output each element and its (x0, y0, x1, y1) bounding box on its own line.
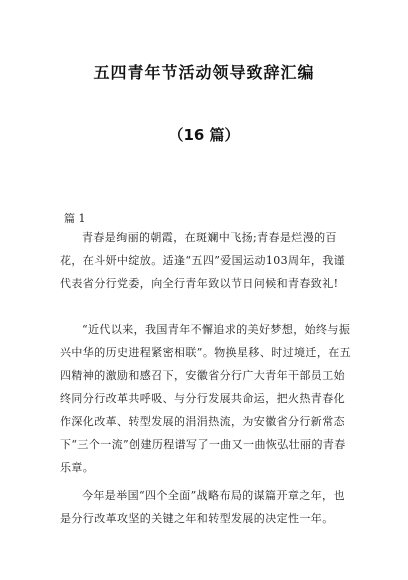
document-subtitle: （16 篇） (168, 126, 240, 144)
section-label: 篇 1 (64, 212, 86, 225)
paragraph-2: “近代以来，我国青年不懈追求的美好梦想，始终与振兴中华的历史进程紧密相联”。物换星移、时过境迁，在五四精神的激励和感召下，安徽省分行广大青年干部员工始终同分行改革共呼吸、与分行发展共命运，把火热青春化作深化改革、转型发展的涓涓热流，为安徽省分行新常态下“三个一流”创建历程谱写了一曲又一曲恢弘壮丽的青春乐章。 (60, 323, 352, 474)
document-title: 五四青年节活动领导致辞汇编 (93, 63, 315, 82)
paragraph-1: 青春是绚丽的朝霞，在斑斓中飞扬;青春是烂漫的百花，在斗妍中绽放。适逢“五四”爱国运动103周年，我谨代表省分行党委，向全行青年致以节日问候和青春致礼! (60, 231, 346, 290)
paragraph-3: 今年是举国“四个全面”战略布局的谋篇开章之年，也是分行改革攻坚的关键之年和转型发展的决定性一年。 (60, 489, 345, 525)
